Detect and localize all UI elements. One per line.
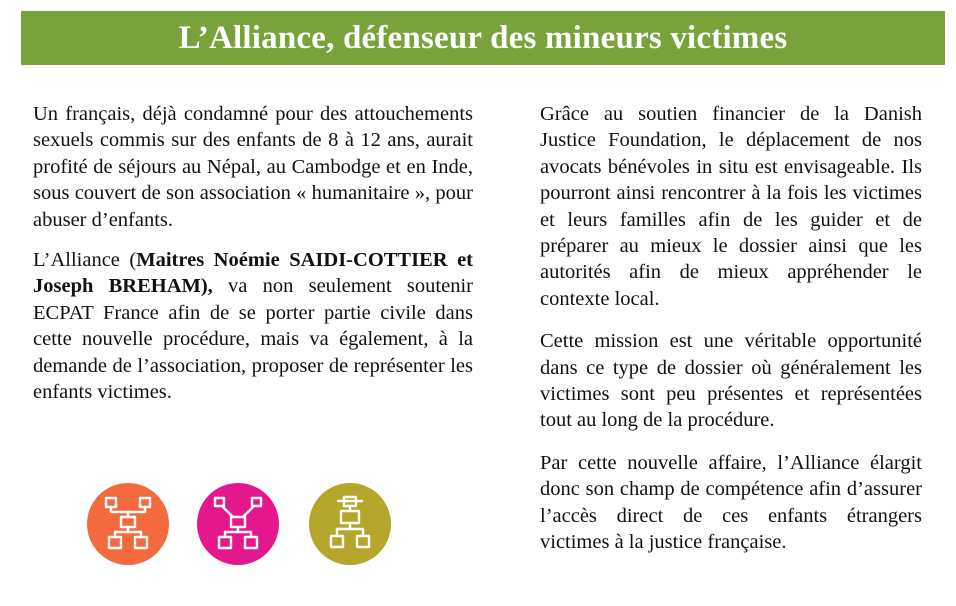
paragraph-conclusion: Par cette nouvelle affaire, l’Alliance élargit donc son champ de compétence afin d’assurer l’accès direct de ces enfants étrangers victimes à la justice française. [540, 451, 922, 554]
lawyers-names: Maitres Noémie SAIDI-COTTIER et Joseph BREHAM), [33, 249, 473, 298]
title-banner [21, 11, 945, 65]
page-title: L’Alliance, défenseur des mineurs victimes [178, 19, 788, 56]
paragraph-funding: Grâce au soutien financier de la Danish Justice Foundation, le déplacement de nos avocats bénévoles in situ est envisageable. Ils pourront ainsi rencontrer à la fois les victimes et leurs familles afin de les guider et de préparer au mieux le dossier ainsi que les autorités afin de mieux appréhender le contexte local. [540, 103, 922, 310]
network-diagram-icon [309, 483, 391, 565]
right-column [540, 101, 922, 572]
network-diagram-icon [197, 483, 279, 565]
paragraph-mission: Cette mission est une véritable opportunité dans ce type de dossier où généralement les victimes sont peu présentes et représentées tout au long de la procédure. [540, 330, 922, 432]
paragraph-alliance-action [33, 247, 473, 405]
icon-row [87, 483, 397, 567]
text-span: va non seulement soutenir ECPAT France afin de se porter partie civile dans cette nouvelle procédure, mais va également, à la demande de l’association, proposer de représenter les enfants victimes. [33, 275, 473, 404]
text-span: L’Alliance ( [33, 249, 137, 272]
left-column [33, 101, 473, 419]
paragraph-case-summary: Un français, déjà condamné pour des attouchements sexuels commis sur des enfants de 8 à 12 ans, aurait profité de séjours au Népal, au Cambodge et en Inde, sous couvert de son association « humanitaire », pour abuser d’enfants. [33, 103, 473, 231]
network-diagram-icon [87, 483, 169, 565]
